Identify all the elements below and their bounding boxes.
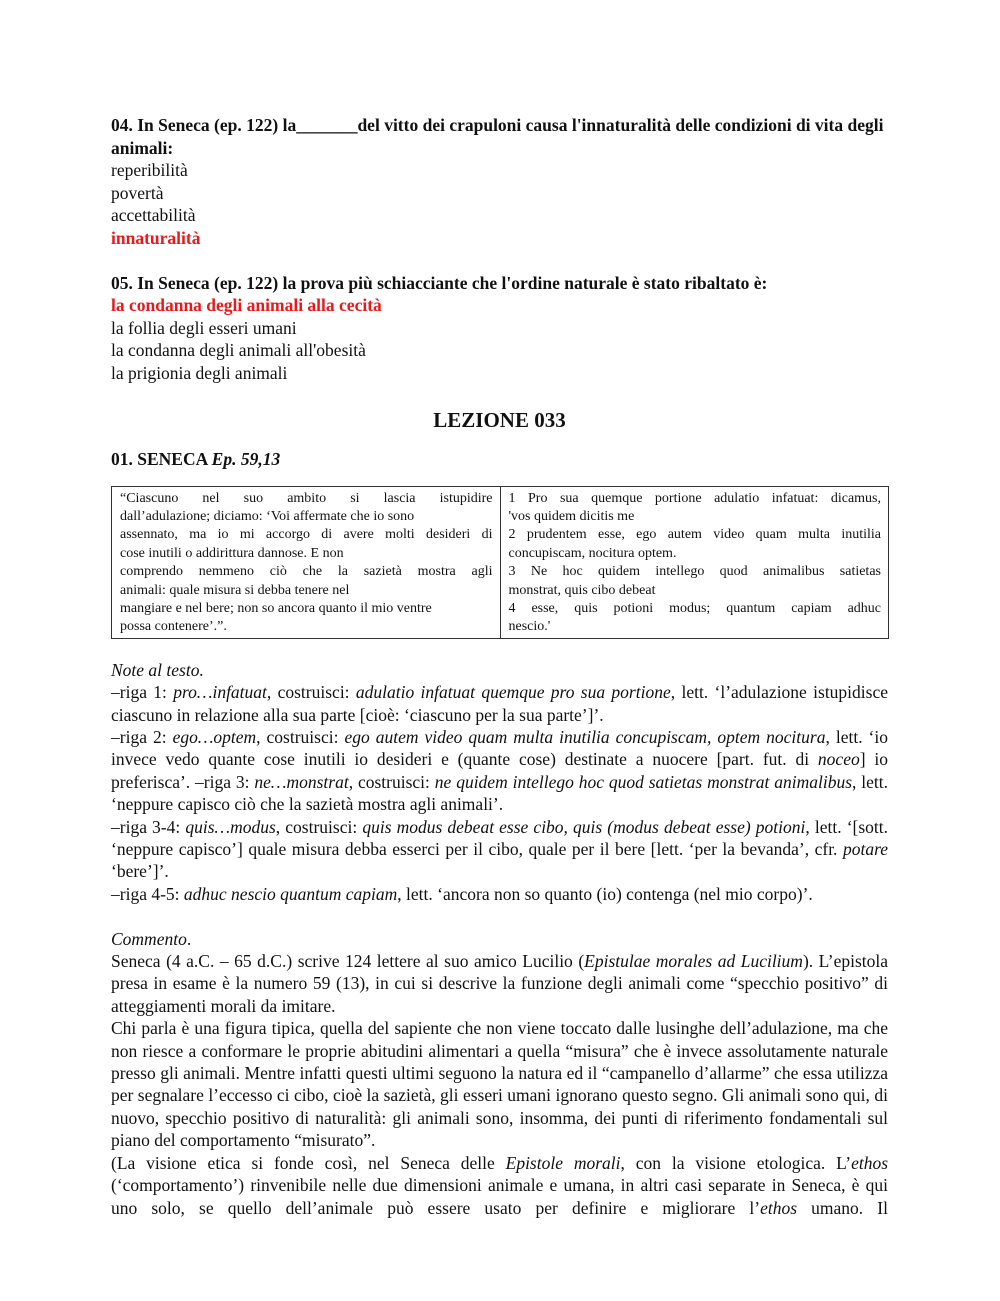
document-page [111,114,888,1219]
correct-answer-option: innaturalità [111,227,201,248]
notes-title: Note al testo. [111,659,204,680]
note-riga-1: –riga 1: pro…infatuat, costruisci: adulatio infatuat quemque pro sua portione, lett. ‘l’adulazione istupidisce ciascuno in relazione alla sua parte [cioè: ‘ciascuno per la sua parte’]’. [111,682,888,725]
answer-option: accettabilità [111,205,196,226]
commento-paragraph-3: (La visione etica si fonde così, nel Seneca delle Epistole morali, con la visione etologica. L’ethos (‘comportamento’) rinvenibile nelle due dimensioni animale e umana, in altri casi separate in Seneca, è qui uno solo, se quello dell’animale può essere usato per definire e migliorare l’ethos umano. Il [111,1152,889,1218]
translation-line: assennato, ma io mi accorgo di avere molti desideri di [120,527,493,543]
latin-line: 4 esse, quis potioni modus; quantum capiam adhuc [508,600,881,616]
latin-line: 1 Pro sua quemque portione adulatio infatuat: dicamus, [508,490,881,506]
lesson-heading: LEZIONE 033 [433,407,566,432]
answer-option: reperibilità [111,160,188,181]
latin-cell [500,486,889,638]
latin-line: 2 prudentem esse, ego autem video quam multa inutilia [508,527,881,543]
note-riga-3-4: –riga 3-4: quis…modus, costruisci: quis modus debeat esse cibo, quis (modus debeat esse) potioni, lett. ‘[sott. ‘neppure capisco’] quale misura debba esserci per il cibo, quale per il bere [lett. ‘per la bevanda’, cfr. potare ‘bere’]’. [111,816,889,882]
translation-line: possa contenere’.”. [120,619,227,635]
translation-line: mangiare e nel bere; non so ancora quanto il mio ventre [120,600,432,616]
reference-prefix: 01. SENECA [111,448,212,469]
question-stem: 05. In Seneca (ep. 122) la prova più schiacciante che l'ordine naturale è stato ribaltato è: [111,272,768,293]
commento-paragraph-2: Chi parla è una figura tipica, quella del sapiente che non viene toccato dalle lusinghe dell’adulazione, ma che non riesce a conformare le proprie abitudini alimentari a quella “misura” che è invece assolutamente naturale presso gli animali. Mentre infatti questi ultimi seguono la natura ed il “campanello d’allarme” che essa utilizza per segnalare l’eccesso ci cibo, cioè la sazietà, gli esseri umani ignorano questo segno. Gli animali sono qui, di nuovo, specchio positivo di naturalità: gli animali sono, insomma, dei punti di riferimento fondamentali sul piano del comportamento “misurato”. [111,1018,888,1151]
reference-work: Ep. 59,13 [211,448,281,469]
commento-paragraph-1: Seneca (4 a.C. – 65 d.C.) scrive 124 lettere al suo amico Lucilio (Epistulae morales ad Lucilium). L’epistola presa in esame è la numero 59 (13), in cui si descrive la funzione degli animali come “specchio positivo” di atteggiamenti morali da imitare. [111,951,889,1016]
parallel-text-table [111,486,889,639]
translation-line: “Ciascuno nel suo ambito si lascia istupidire [120,490,493,506]
question-stem: 04. In Seneca (ep. 122) la_______del vitto dei crapuloni causa l'innaturalità delle condizioni di vita degli animali: [111,115,884,158]
latin-line: 3 Ne hoc quidem intellego quod animalibus satietas [508,564,881,580]
notes-section [111,659,888,1219]
translation-line: comprendo nemmeno ciò che la sazietà mostra agli [120,564,493,580]
answer-option: la prigionia degli animali [111,362,288,383]
latin-line: nescio.' [508,619,551,635]
translation-line: cose inutili o addirittura dannose. E non [120,545,344,561]
latin-line: monstrat, quis cibo debeat [508,582,656,598]
commento-title: Commento. [111,928,192,949]
translation-cell [112,486,501,638]
question-04 [111,114,888,250]
translation-line: dall’adulazione; diciamo: ‘Voi affermate che io sono [120,508,415,524]
question-05 [111,272,888,385]
answer-option: la follia degli esseri umani [111,317,297,338]
correct-answer-option: la condanna degli animali alla cecità [111,295,382,316]
translation-line: animali: quale misura si debba tenere nel [120,582,350,598]
text-reference [111,448,888,470]
note-riga-4-5: –riga 4-5: adhuc nescio quantum capiam, lett. ‘ancora non so quanto (io) contenga (nel mio corpo)’. [111,883,813,904]
latin-line: 'vos quidem dicitis me [508,508,635,524]
answer-option: la condanna degli animali all'obesità [111,340,366,361]
latin-line: concupiscam, nocitura optem. [508,545,677,561]
answer-option: povertà [111,182,164,203]
note-riga-2: –riga 2: ego…optem, costruisci: ego autem video quam multa inutilia concupiscam, optem nocitura, lett. ‘io invece vedo quante cose inutili io desideri e (quante cose) destinate a nuocere [part. fut. di noceo] io preferisca’. –riga 3: ne…monstrat, costruisci: ne quidem intellego hoc quod satietas monstrat animalibus, lett. ‘neppure capisco ciò che la sazietà mostra agli animali’. [111,727,889,815]
